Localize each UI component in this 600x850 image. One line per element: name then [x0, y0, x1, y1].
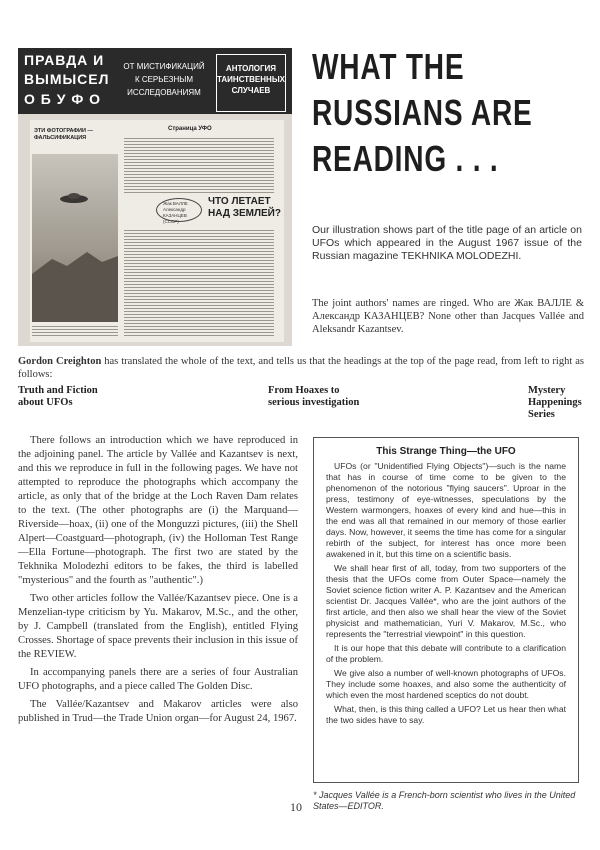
- page-title: [312, 44, 533, 182]
- flying-saucer-icon: [32, 154, 118, 322]
- panel-title: This Strange Thing—the UFO: [376, 446, 516, 457]
- title-line: RUSSIANS ARE: [312, 92, 533, 133]
- clipping-masthead: [18, 48, 292, 114]
- body-paragraph: There follows an introduction which we have reproduced in the adjoining panel. The article by Vallée and Kazantsev is next, and this we reproduce in full in the following pages. We have not attempted to reproduce the photographs which accompany the article, as only that of the bridge at the Loch Raven Dam relates to the text. (The other photographs are (i) the Marquand—Riverside—hoax, (ii) one of the Monguzzi pictures, (iii) the Shell Alpert—Coastguard—photograph, (iv) the Holloman Test Range—Ella Fortune—photograph. The first two are stated by the Tekhnika Molodezhi editors to be fakes, the third is labelled "mysterious" and the fourth as "authentic".): [18, 435, 298, 586]
- ringed-name-line: КАЗАНЦЕВ (СССР): [163, 213, 187, 224]
- masthead-anthology-box: [216, 54, 286, 112]
- title-line: READING . . .: [312, 138, 499, 179]
- footnote: * Jacques Vallée is a French-born scientist who lives in the United States—EDITOR.: [313, 790, 576, 811]
- masthead-line-3: О Б У Ф О: [24, 91, 102, 107]
- heading-line: Mystery: [528, 385, 566, 396]
- heading-line: Happenings: [528, 397, 582, 408]
- heading-right: [528, 385, 582, 421]
- ringed-authors-names: [156, 198, 202, 222]
- magazine-clipping-image: [18, 48, 292, 346]
- masthead-line-1: ПРАВДА И: [24, 52, 105, 68]
- ringed-name-line: Александр: [163, 207, 186, 212]
- heading-line: Series: [528, 409, 555, 420]
- title-line: WHAT THE: [312, 46, 465, 87]
- photo-heading-line: ФАЛЬСИФИКАЦИЯ: [34, 135, 87, 141]
- masthead-center: [116, 62, 212, 97]
- ufo-photo: [32, 154, 118, 322]
- heading-center: [268, 385, 359, 409]
- ringed-name-line: Жак ВАЛЛЕ: [163, 201, 188, 206]
- heading-left: [18, 385, 98, 409]
- article-title-line: НАД ЗЕМЛЕЙ?: [208, 208, 281, 219]
- page-number: 10: [290, 800, 302, 814]
- panel-paragraph: We shall hear first of all, today, from two supporters of the thesis that the UFOs come from Outer Space—namely the Soviet science fiction writer A. P. Kazantsev and the American scientist Dr. Jacques Vallée*, who are the joint authors of the first article, and then also we shall hear the view of the Soviet physicist and mathematician, Yuri V. Makarov, M.Sc., who represents the "terrestrial viewpoint" in this question.: [326, 563, 566, 639]
- heading-line: about UFOs: [18, 397, 73, 408]
- panel-paragraph: What, then, is this thing called a UFO? Let us hear then what the two sides have to say.: [326, 704, 566, 725]
- translator-note: [18, 355, 584, 381]
- heading-line: Truth and Fiction: [18, 385, 98, 396]
- intro-paragraph: Our illustration shows part of the title page of an article on UFOs which appeared in the August 1967 issue of the Russian magazine TEKHNIKA MOLODEZHI.: [312, 224, 582, 262]
- photo-caption-lines: [32, 324, 118, 338]
- ufo-panel: [313, 437, 579, 783]
- clipping-article-title: [208, 196, 281, 220]
- body-paragraph: Two other articles follow the Vallée/Kazantsev piece. One is a Menzelian-type criticism by Yu. Makarov, M.Sc., and the other, by J. Campbell (translated from the English), entitled Flying Crosses. Shortage of space prevents their inclusion in this issue of the REVIEW.: [18, 593, 298, 660]
- photo-heading: [34, 128, 93, 142]
- translator-name: Gordon Creighton: [18, 356, 102, 367]
- translator-note-text: has translated the whole of the text, and tells us that the headings at the top of the page read, from left to right as follows:: [18, 356, 584, 380]
- masthead-center-line: ИССЛЕДОВАНИЯМ: [127, 88, 201, 97]
- masthead-center-line: К СЕРЬЕЗНЫМ: [134, 75, 194, 84]
- panel-paragraph: UFOs (or "Unidentified Flying Objects")—such is the name that has in course of time come to be given to the phenomenon of the notorious "flying saucers". Uproar in the press, testimony of eye-witnesses, speculations by the Western warmongers, hoaxes of every kind and hue—this in the end was all that remained in our memory of those earlier days. Now, however, it seems the time has come for a singular rebirth of the subject, for interest has once more been awakened in it, but this time on a scientific basis.: [326, 461, 566, 559]
- clipping-page-heading: Страница УФО: [168, 126, 212, 132]
- masthead-box-line: СЛУЧАЕВ: [231, 86, 271, 95]
- body-paragraph: In accompanying panels there are a series of four Australian UFO photographs, and a piece called The Golden Disc.: [18, 667, 298, 692]
- panel-paragraph: We give also a number of well-known photographs of UFOs. They include some hoaxes, and also some the authenticity of which even the most hardened sceptics do not doubt.: [326, 668, 566, 700]
- clipping-text-block: [124, 228, 274, 336]
- masthead-center-line: ОТ МИСТИФИКАЦИЙ: [123, 62, 205, 71]
- article-title-line: ЧТО ЛЕТАЕТ: [208, 196, 271, 207]
- masthead-line-2: ВЫМЫСЕЛ: [24, 71, 110, 87]
- body-paragraph: The Vallée/Kazantsev and Makarov articles were also published in Trud—the Trade Union organ—for August 24, 1967.: [18, 699, 298, 724]
- panel-paragraph: It is our hope that this debate will contribute to a clarification of the problem.: [326, 643, 566, 664]
- body-column: [18, 434, 298, 726]
- clipping-text-block: [124, 136, 274, 194]
- photo-heading-line: ЭТИ ФОТОГРАФИИ —: [34, 128, 93, 134]
- masthead-box-line: АНТОЛОГИЯ: [225, 64, 277, 73]
- heading-line: From Hoaxes to: [268, 385, 340, 396]
- heading-line: serious investigation: [268, 397, 360, 408]
- authors-note: The joint authors' names are ringed. Who are Жак ВАЛЛЕ & Александр КАЗАНЦЕВ? None other than Jacques Vallée and Aleksandr Kazantsev.: [312, 298, 584, 335]
- masthead-box-line: ТАИНСТВЕННЫХ: [217, 75, 285, 84]
